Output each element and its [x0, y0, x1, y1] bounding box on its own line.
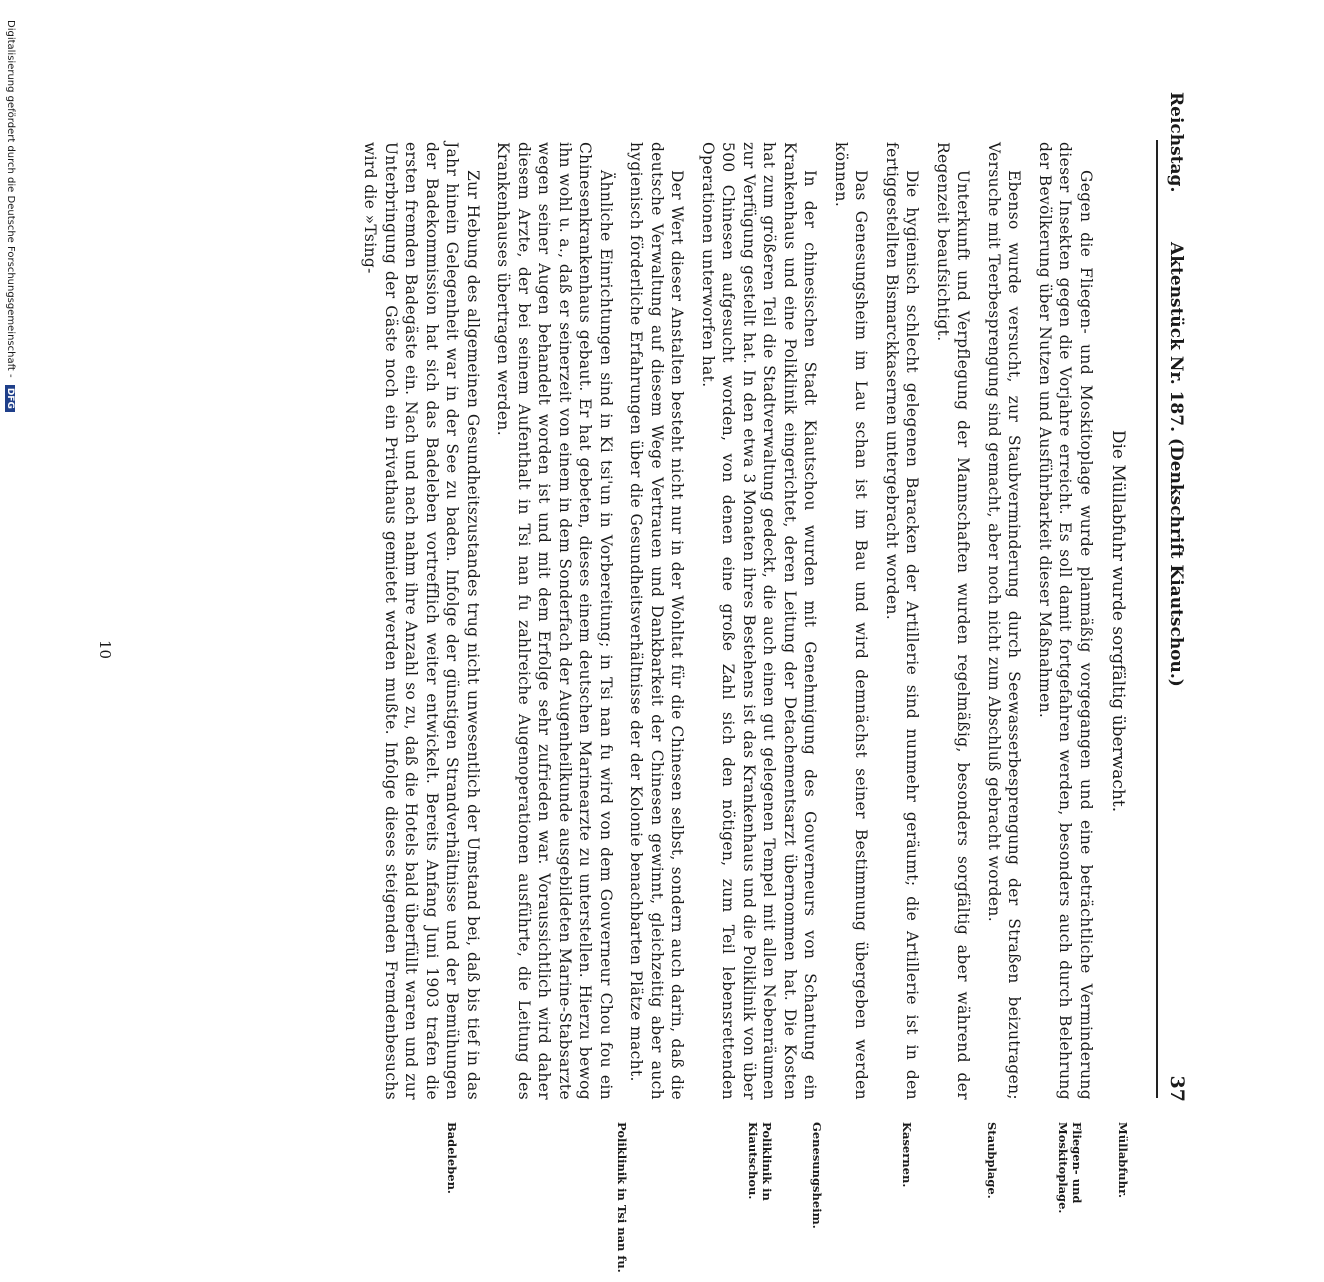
header-page-number: 37	[1166, 1075, 1188, 1102]
margin-note: Staubplage.	[985, 1122, 999, 1199]
page-header	[1158, 92, 1194, 1102]
dfg-logo: DFG	[5, 385, 15, 412]
paragraph-badeleben: Zur Hebung des allgemeinen Gesundheitszustandes trug nicht unwesentlich der Umstand bei, daß bis tief in das Jahr hinein Gelegenheit war in der See zu baden. Infolge der günstigen Strandverhältnisse und der Bemühungen der Badekommission hat sich das Badeleben vortrefflich weiter entwickelt. Bereits Anfang Juni 1903 trafen die ersten fremden Badegäste ein. Nach und nach nahm ihre Anzahl so zu, daß die Hotels bald überfüllt waren und zur Unterbringung der Gäste noch ein Privathaus gemietet werden mußte. Infolge dieses steigenden Fremdenbesuchs wird die »Tsing-	[361, 142, 482, 1100]
footer-text: Digitalisierung gefördert durch die Deutsche Forschungsgemeinschaft -	[5, 20, 16, 378]
page-number: 10	[96, 640, 114, 660]
paragraph-baracken: Die hygienisch schlecht gelegenen Baracken der Artillerie sind nunmehr geräumt; die Artillerie ist in den fertiggestellten Bismarckkasernen untergebracht worden.	[883, 142, 922, 1100]
paragraph-fliegen: Gegen die Fliegen- und Moskitoplage wurde planmäßig vorgegangen und eine beträchtliche Verminderung dieser Insekten gegen die Vorjahre erreicht. Es soll damit fortgefahren werden, besonders auch durch Belehrung der Bevölkerung über Nutzen und Ausführbarkeit dieser Maßnahmen.	[1036, 142, 1095, 1100]
margin-note: Poliklinik in Kiautschou.	[746, 1122, 774, 1201]
paragraph-genesungsheim: Das Genesungsheim im Lau schan ist im Bau und wird demnächst seiner Bestimmung übergeben werden können.	[832, 142, 871, 1100]
header-left: Reichstag.	[1166, 92, 1186, 193]
margin-note: Müllabfuhr.	[1116, 1122, 1130, 1198]
header-title: Aktenstück Nr. 187. (Denkschrift Kiautschou.)	[1166, 242, 1186, 687]
margin-note: Kasernen.	[900, 1122, 914, 1188]
margin-note: Badeleben.	[445, 1122, 459, 1194]
margin-note: Genesungsheim.	[810, 1122, 824, 1229]
paragraph-staub: Ebenso wurde versucht, zur Staubverminderung durch Seewasserbesprengung der Straßen beizutragen; Versuche mit Teerbesprengung sind gemacht, aber noch nicht zum Abschluß gebracht worden.	[985, 142, 1024, 1100]
section-title: Die Müllabfuhr wurde sorgfältig überwacht.	[1108, 429, 1128, 813]
document-body	[350, 142, 1146, 1100]
margin-note: Poliklinik in Tsi nan fu.	[615, 1122, 629, 1273]
paragraph-unterkunft: Unterkunft und Verpflegung der Mannschaften wurden regelmäßig, besonders sorgfältig aber während der Regenzeit beaufsichtigt.	[934, 142, 973, 1100]
margin-notes	[284, 1122, 1154, 1282]
paragraph-kiautschou: In der chinesischen Stadt Kiautschou wurden mit Genehmigung des Gouverneurs von Schantung ein Krankenhaus und eine Poliklinik eingerichtet, deren Leitung der Detachementsarzt übernommen hat. Die Kosten hat zum größeren Teil die Stadtverwaltung gedeckt, die auch einen gut gelegenen Tempel mit allen Nebenräumen zur Verfügung gestellt hat. In den etwa 3 Monaten ihres Bestehens ist das Krankenhaus und die Poliklinik von über 500 Chinesen aufgesucht worden, von denen eine große Zahl sich den nötigen, zum Teil lebensrettenden Operationen unterworfen hat.	[699, 142, 820, 1100]
digitization-footer	[2, 20, 16, 1000]
paragraph-wert: Der Wert dieser Anstalten besteht nicht nur in der Wohltat für die Chinesen selbst, sondern auch darin, daß die deutsche Verwaltung auf diesem Wege Vertrauen und Dankbarkeit der Chinesen gewinnt, gleichzeitig aber auch hygienisch förderliche Erfahrungen über die Gesundheitsverhältnisse der der Kolonie benachbarten Plätze macht.	[627, 142, 687, 1100]
paragraph-tsinanfu: Ähnliche Einrichtungen sind in Ki tsi'un in Vorbereitung; in Tsi nan fu wird von dem Gouverneur Chou fou ein Chinesenkrankenhaus gebaut. Er hat gebeten, dieses einem deutschen Marinearzte zu unterstellen. Hierzu bewog ihn wohl u. a., daß er seinerzeit von einem in dem Sonderfach der Augenheilkunde ausgebildeten Marine-Stabsarzte wegen seiner Augen behandelt worden ist und mit dem Erfolge sehr zufrieden war. Voraussichtlich wird daher diesem Arzte, der bei seinem Aufenthalt in Tsi nan fu zahlreiche Augenoperationen ausführte, die Leitung des Krankenhauses übertragen werden.	[494, 142, 615, 1100]
header-rule	[1156, 140, 1158, 1098]
margin-note: Fliegen- und Moskitoplage.	[1056, 1122, 1084, 1214]
